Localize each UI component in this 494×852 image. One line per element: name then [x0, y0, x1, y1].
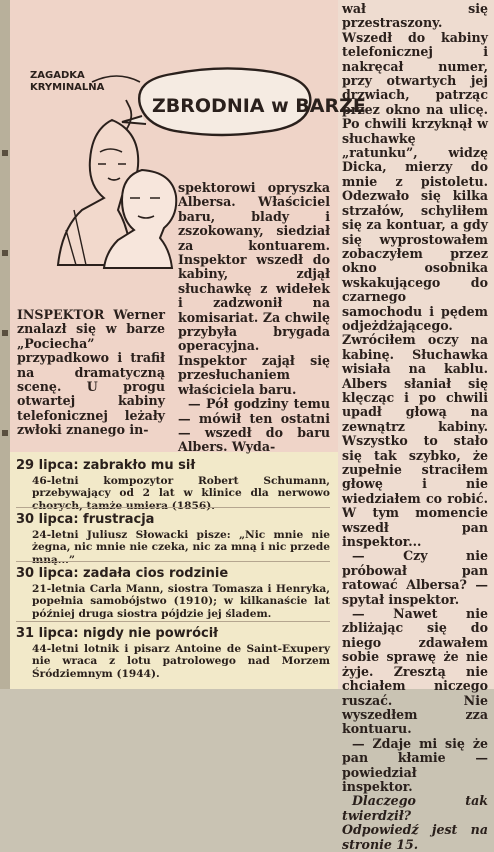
article-column-middle	[178, 181, 330, 455]
article-paragraph: — Pół godziny temu — mówił ten ostatni — wszedł do baru Albers. Wyda-	[178, 396, 330, 455]
calendar-date: 30 lipca:	[16, 566, 79, 581]
article-paragraph: spektorowi opryszka Albersa. Właściciel baru, blady i zszokowany, siedział za kontuarem. Inspektor wszedł do kabiny, zdjął słuchawkę z widełek i zadzwonił na komisariat. Za chwilę przybyła brygada operacyjna. Inspektor zajął się przesłuchaniem właściciela baru.	[178, 180, 330, 397]
edge-mark	[2, 150, 8, 156]
article-column-right	[342, 2, 488, 852]
edge-mark	[2, 250, 8, 256]
divider	[16, 507, 330, 508]
divider	[16, 621, 330, 622]
bubble-tail	[122, 116, 146, 124]
calendar-text: 24-letni Juliusz Słowacki pisze: „Nic mnie nie żegna, nic mnie nie czeka, nic za mną i nic przede mną...”	[32, 529, 330, 566]
article-paragraph: — Zdaje mi się że pan kłamie — powiedział inspektor.	[342, 735, 488, 794]
calendar-date: 31 lipca:	[16, 626, 79, 641]
calendar-text: 21-letnia Carla Mann, siostra Tomasza i Henryka, popełnia samobójstwo (1910); w kilkanaście lat później druga siostra pójdzie jej śladem.	[32, 583, 330, 620]
calendar-entry	[16, 458, 330, 512]
calendar-text: 44-letni lotnik i pisarz Antoine de Saint-Exupery nie wraca z lotu patrolowego nad Morzem Śródziemnym (1944).	[32, 643, 330, 680]
article-paragraph: — Czy nie próbował pan ratować Albersa? — spytał inspektor.	[342, 548, 488, 607]
illustration-caption: ZAGADKA	[30, 70, 85, 81]
puzzle-question: Dlaczego tak twierdził? Odpowiedź jest na stronie 15.	[342, 793, 488, 852]
calendar-entry	[16, 512, 330, 566]
calendar-title: nigdy nie powrócił	[83, 626, 218, 641]
article-lead: INSPEKTOR Werner znalazł się w barze „Pociecha” przypadkowo i trafił na dramatyczną scenę. U progu otwartej kabiny telefonicznej leżały zwłoki znanego in-	[17, 307, 165, 438]
edge-mark	[2, 430, 8, 436]
article-paragraph: wał się przestraszony. Wszedł do kabiny telefonicznej i nakręcał numer, przy otwartych jej drzwiach, patrząc przez okno na ulicę. Po chwili krzyknął w słuchawkę „ratunku”, widzę Dicka, mierzy do mnie z pistoletu. Odezwało się kilka strzałów, schyliłem się za kontuar, a gdy się wyprostowałem zobaczyłem przez okno osobnika wskakującego do czarnego samochodu i pędem odjeżdżającego. Zwróciłem oczy na kabinę. Słuchawka wisiała na kablu. Albers słaniał się klęcząc i po chwili upadł głową na zewnątrz kabiny. Wszystko to stało się tak szybko, że zupełnie straciłem głowę i nie wiedziałem co robić. W tym momencie wszedł pan inspektor...	[342, 1, 488, 550]
page-edge	[0, 0, 10, 689]
illustration-caption: KRYMINALNA	[30, 82, 105, 93]
article-column-left	[17, 308, 165, 438]
calendar-entry	[16, 626, 330, 680]
calendar-date: 29 lipca:	[16, 458, 79, 473]
calendar-title: frustracja	[83, 512, 155, 527]
calendar-entry	[16, 566, 330, 620]
calendar-text: 46-letni kompozytor Robert Schumann, przebywający od 2 lat w klinice dla nerwowo chorych, tamże umiera (1856).	[32, 475, 330, 512]
edge-mark	[2, 330, 8, 336]
magazine-page	[10, 0, 494, 852]
illustration-title: ZBRODNIA w BARZE	[152, 95, 366, 117]
calendar-date: 30 lipca:	[16, 512, 79, 527]
calendar-title: zadała cios rodzinie	[83, 566, 229, 581]
article-paragraph: — Nawet nie zbliżając się do niego zdawałem sobie sprawę że nie żyje. Zresztą nie chciałem niczego ruszać. Nie wyszedłem zza kontuaru.	[342, 606, 488, 737]
calendar-title: zabrakło mu sił	[83, 458, 196, 473]
cigarette-smoke-icon	[126, 100, 131, 130]
divider	[16, 561, 330, 562]
